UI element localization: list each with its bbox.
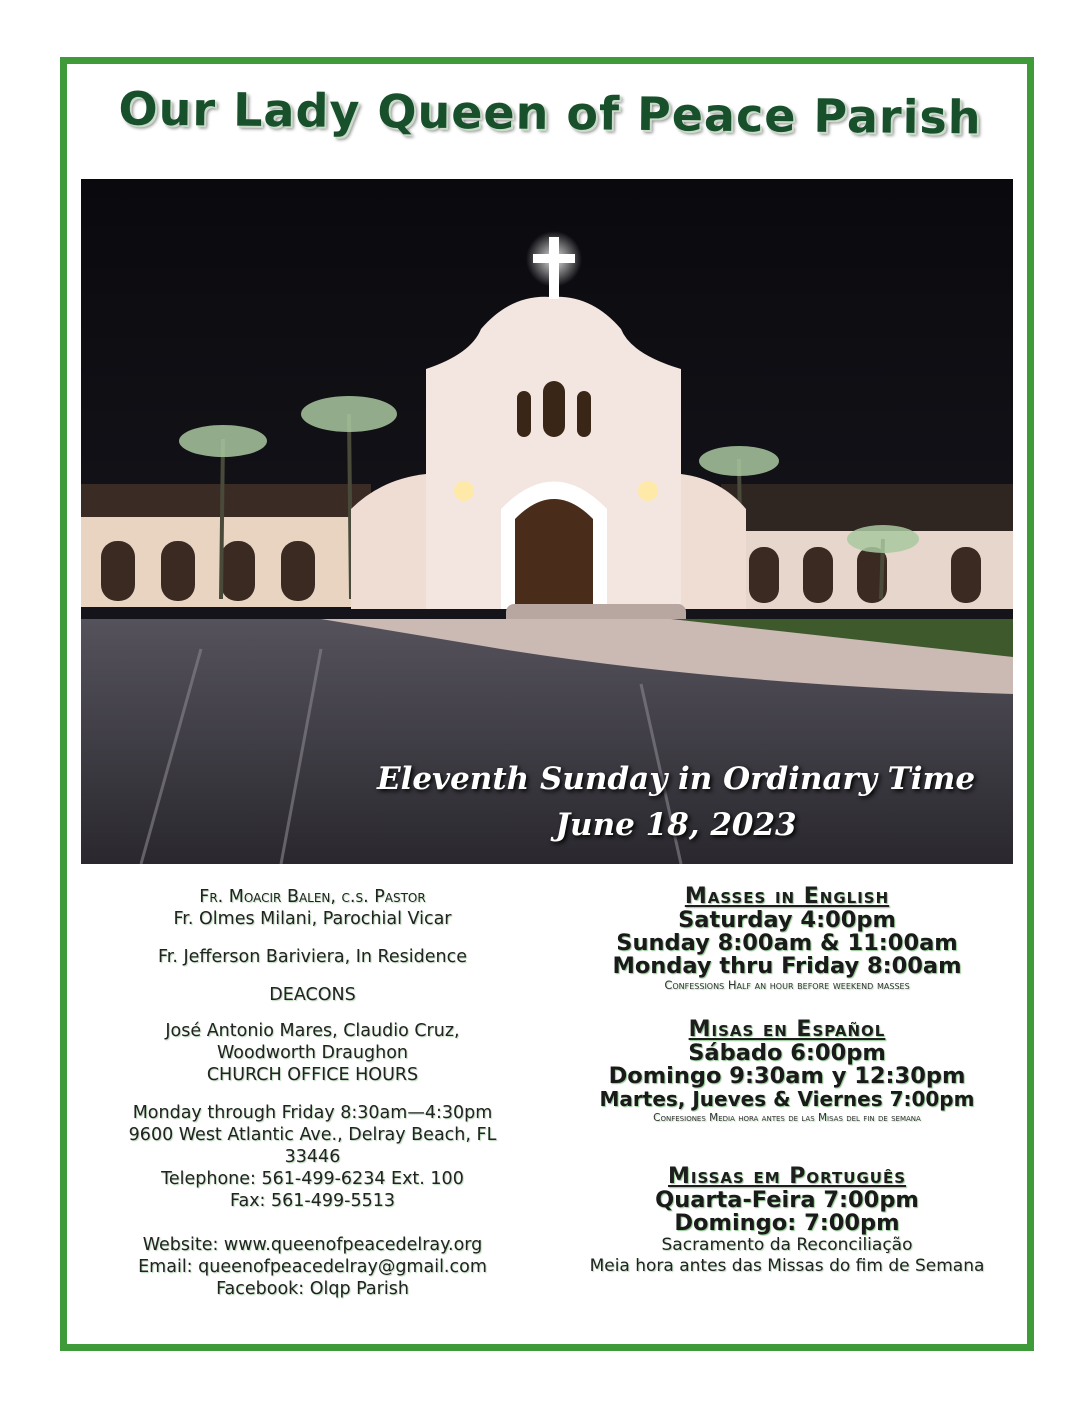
parish-info bbox=[90, 886, 535, 1300]
portuguese-masses-heading: Missas em Português bbox=[667, 1164, 907, 1189]
vicar-line: Fr. Olmes Milani, Parochial Vicar bbox=[173, 909, 452, 929]
spanish-weekdays: Martes, Jueves & Viernes 7:00pm bbox=[599, 1087, 975, 1111]
office-hours-heading: CHURCH OFFICE HOURS bbox=[206, 1065, 419, 1085]
english-sunday: Sunday 8:00am & 11:00am bbox=[616, 930, 958, 956]
spanish-confessions: Confesiones Media hora antes de las Misas del fin de semana bbox=[653, 1112, 921, 1124]
english-confessions: Confessions Half an hour before weekend masses bbox=[664, 978, 910, 992]
residence-line: Fr. Jefferson Bariviera, In Residence bbox=[157, 947, 468, 967]
website-link[interactable]: Website: www.queenofpeacedelray.org bbox=[142, 1235, 483, 1255]
date-caption: June 18, 2023 bbox=[555, 807, 797, 843]
deacons-line-2: Woodworth Draughon bbox=[216, 1043, 408, 1063]
deacons-heading: DEACONS bbox=[269, 985, 356, 1005]
spanish-saturday: Sábado 6:00pm bbox=[688, 1040, 886, 1066]
pastor-line: Fr. Moacir Balen, c.s. Pastor bbox=[199, 887, 426, 907]
office-hours: Monday through Friday 8:30am—4:30pm bbox=[132, 1103, 493, 1123]
english-masses-heading: Masses in English bbox=[684, 884, 890, 909]
address-line: 9600 West Atlantic Ave., Delray Beach, FL bbox=[128, 1125, 497, 1145]
spanish-masses-heading: Misas en Español bbox=[688, 1017, 886, 1042]
portuguese-sunday: Domingo: 7:00pm bbox=[674, 1210, 900, 1236]
email-link[interactable]: Email: queenofpeacedelray@gmail.com bbox=[138, 1257, 487, 1277]
portuguese-wednesday: Quarta-Feira 7:00pm bbox=[655, 1187, 919, 1213]
facebook-link[interactable]: Facebook: Olqp Parish bbox=[216, 1279, 409, 1299]
address-zip: 33446 bbox=[284, 1147, 341, 1167]
english-weekdays: Monday thru Friday 8:00am bbox=[612, 953, 962, 979]
portuguese-reconciliation: Sacramento da Reconciliação bbox=[661, 1235, 913, 1255]
fax: Fax: 561-499-5513 bbox=[230, 1191, 395, 1211]
spanish-sunday: Domingo 9:30am y 12:30pm bbox=[608, 1063, 966, 1089]
parish-title: Our Lady Queen of Peace Parish bbox=[118, 81, 982, 145]
english-saturday: Saturday 4:00pm bbox=[678, 907, 896, 933]
church-photo bbox=[81, 179, 1013, 864]
liturgical-caption: Eleventh Sunday in Ordinary Time bbox=[376, 761, 976, 797]
mass-schedule bbox=[562, 885, 1012, 1277]
portuguese-confession-time: Meia hora antes das Missas do fim de Semana bbox=[589, 1256, 985, 1276]
telephone: Telephone: 561-499-6234 Ext. 100 bbox=[161, 1169, 464, 1189]
deacons-line: José Antonio Mares, Claudio Cruz, bbox=[165, 1021, 460, 1041]
